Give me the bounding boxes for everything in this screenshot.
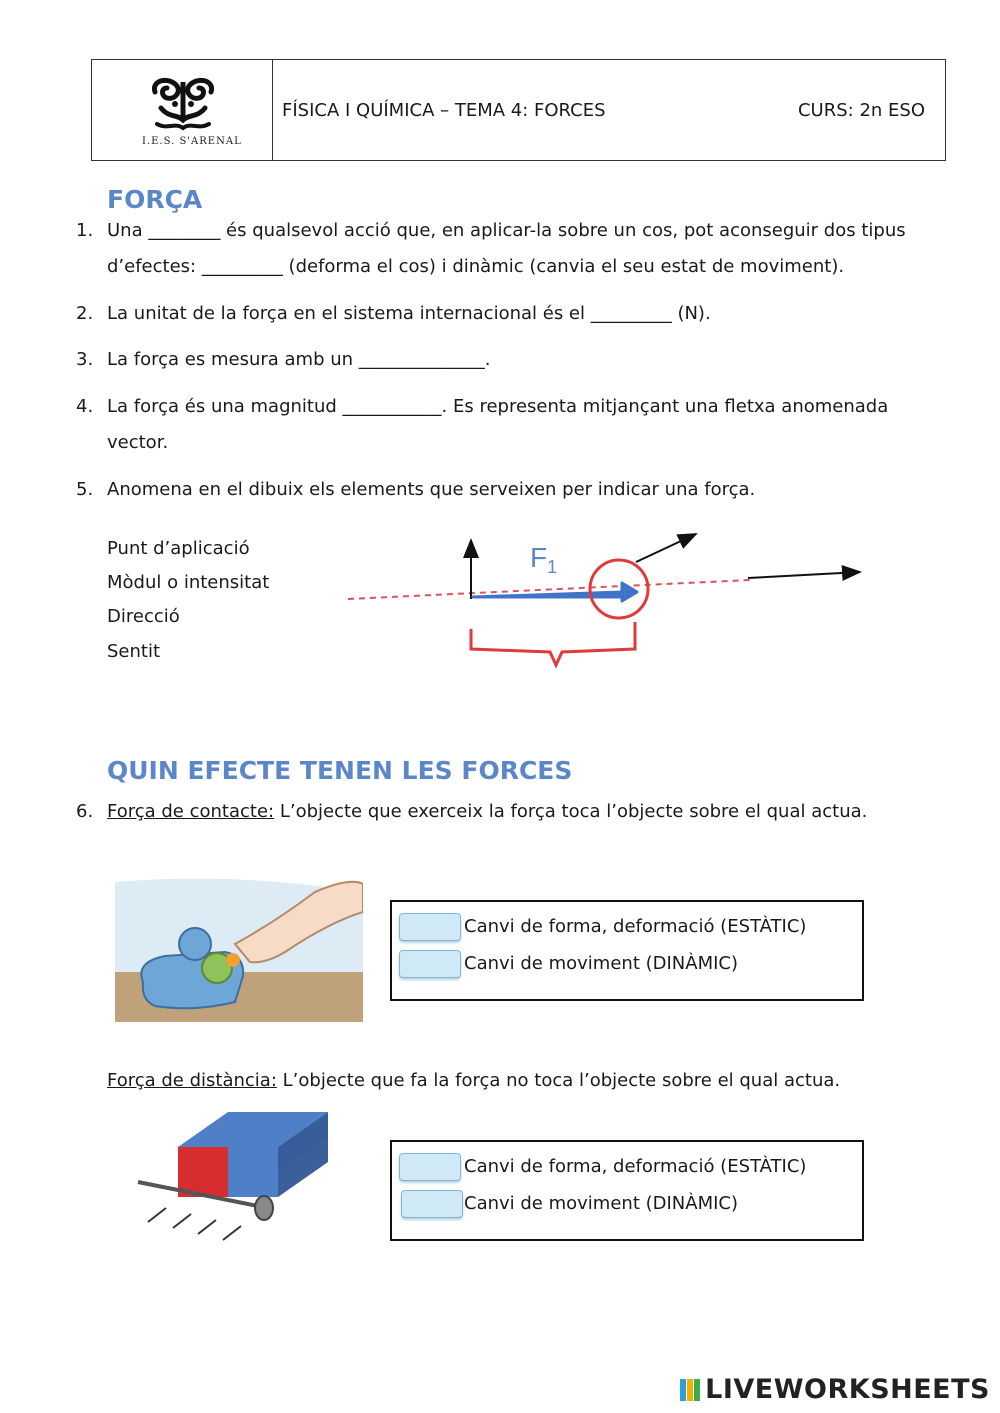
contact-force-text: L’objecte que exerceix la força toca l’objecte sobre el qual actua. — [274, 801, 868, 822]
distance-answer-drop-2[interactable] — [401, 1190, 463, 1218]
course-label: CURS: 2n ESO — [797, 100, 925, 121]
distance-answer-drop-1[interactable] — [399, 1153, 461, 1181]
distance-option-dynamic: Canvi de moviment (DINÀMIC) — [464, 1193, 738, 1214]
element-label-punt[interactable]: Punt d’aplicació — [107, 538, 250, 559]
item-1-line-2: d’efectes: _________ (deforma el cos) i dinàmic (canvia el seu estat de moviment). — [107, 256, 845, 277]
magnet-illustration — [128, 1102, 333, 1252]
contact-force-illustration — [115, 872, 363, 1022]
contact-option-static: Canvi de forma, deformació (ESTÀTIC) — [464, 916, 807, 937]
distance-options-box — [390, 1140, 864, 1241]
item-3-number: 3. — [76, 349, 94, 370]
contact-answer-drop-1[interactable] — [399, 913, 461, 941]
vector-diagram — [340, 525, 880, 675]
school-name: I.E.S. S'ARENAL — [142, 136, 242, 147]
vector-label — [530, 542, 557, 577]
item-4-line-1: La força és una magnitud ___________. Es representa mitjançant una fletxa anomenada — [107, 396, 889, 417]
footer-brand-text: LIVEWORKSHEETS — [705, 1374, 990, 1405]
section-title-efecte: QUIN EFECTE TENEN LES FORCES — [107, 756, 573, 785]
element-label-modul[interactable]: Mòdul o intensitat — [107, 572, 270, 593]
footer-brand — [679, 1374, 990, 1405]
school-logo-icon — [147, 74, 219, 134]
item-number: 1. — [76, 220, 94, 241]
logo-cell — [92, 60, 273, 160]
contact-force-label: Força de contacte: — [107, 801, 275, 822]
item-5-number: 5. — [76, 479, 94, 500]
item-1-line-1: Una ________ és qualsevol acció que, en aplicar-la sobre un cos, pot aconseguir dos tipus — [107, 220, 906, 241]
contact-answer-drop-2[interactable] — [399, 950, 461, 978]
element-label-direccio[interactable]: Direcció — [107, 606, 180, 627]
item-3-line-1: La força es mesura amb un ______________. — [107, 349, 491, 370]
item-6-number: 6. — [76, 801, 94, 822]
item-4-number: 4. — [76, 396, 94, 417]
item-5-line-1: Anomena en el dibuix els elements que serveixen per indicar una força. — [107, 479, 756, 500]
item-2-line-1: La unitat de la força en el sistema internacional és el _________ (N). — [107, 303, 711, 324]
diagonal-indicator-arrow — [636, 534, 696, 562]
header-table — [91, 59, 946, 161]
distance-force-text: L’objecte que fa la força no toca l’objecte sobre el qual actua. — [276, 1070, 841, 1091]
item-4-line-2: vector. — [107, 432, 169, 453]
module-bracket — [471, 622, 635, 665]
contact-options-box — [390, 900, 864, 1001]
contact-force-line — [107, 801, 867, 822]
vector-label-f: F — [530, 542, 548, 573]
list-item-1 — [76, 220, 93, 241]
vector-label-subscript: 1 — [547, 557, 558, 577]
distance-force-line — [107, 1070, 840, 1091]
right-indicator-arrow — [748, 572, 860, 578]
item-2-number: 2. — [76, 303, 94, 324]
section-title-forca: FORÇA — [107, 185, 203, 214]
contact-option-dynamic: Canvi de moviment (DINÀMIC) — [464, 953, 738, 974]
subject-title: FÍSICA I QUÍMICA – TEMA 4: FORCES — [282, 100, 606, 121]
liveworksheets-logo-icon — [679, 1377, 701, 1403]
element-label-sentit[interactable]: Sentit — [107, 641, 161, 662]
distance-force-label: Força de distància: — [107, 1070, 277, 1091]
distance-option-static: Canvi de forma, deformació (ESTÀTIC) — [464, 1156, 807, 1177]
sense-circle — [590, 560, 648, 618]
